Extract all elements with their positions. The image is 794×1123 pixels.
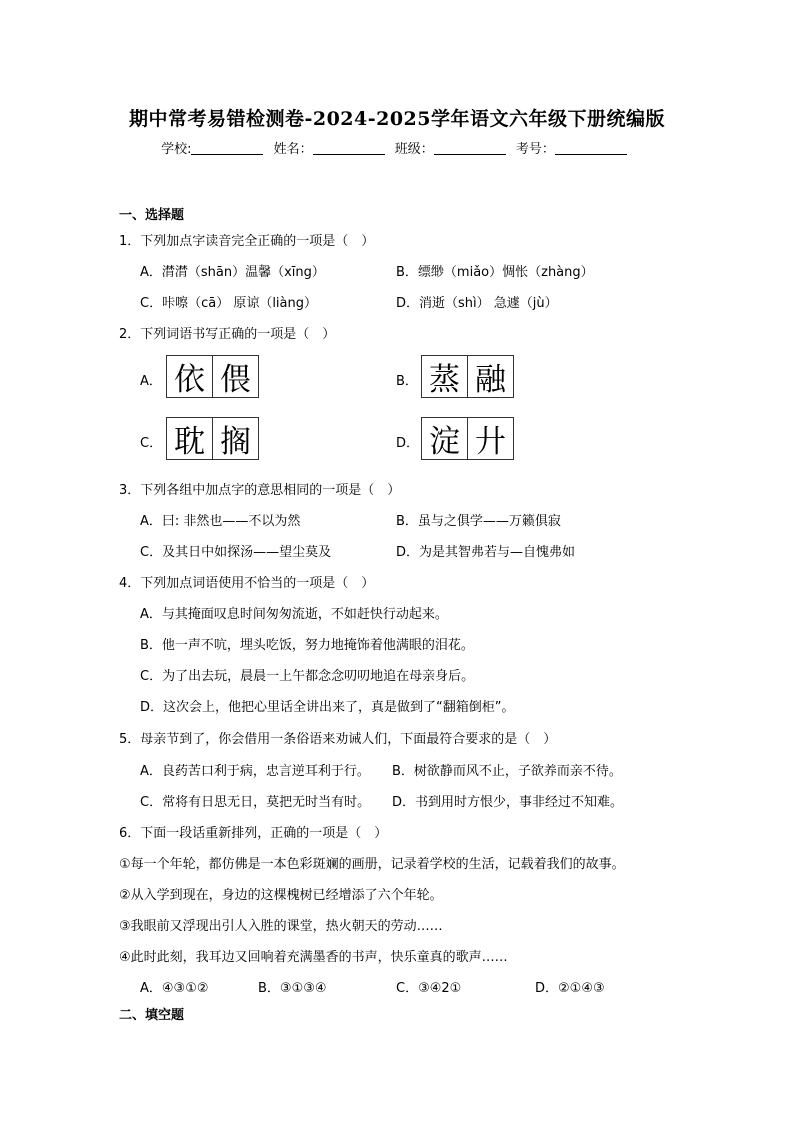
question-6-stem: 6．下面一段话重新排列，正确的一项是（ ）	[119, 826, 388, 841]
q2-d-char-2: 廾	[475, 424, 506, 460]
question-5-stem: 5．母亲节到了，你会借用一条俗语来劝诫人们，下面最符合要求的是（ ）	[119, 732, 557, 747]
q5-option-c: C．常将有日思无日，莫把无时当有时。	[140, 795, 371, 810]
class-blank[interactable]	[434, 142, 506, 155]
student-info-line	[0, 138, 794, 157]
page-title: 期中常考易错检测卷-2024-2025学年语文六年级下册统编版	[128, 108, 666, 130]
q4-option-a: A．与其掩面叹息时间匆匆流逝，不如赶快行动起来。	[140, 607, 448, 622]
q2-option-b-label: B．	[396, 374, 418, 389]
q2-a-char-1: 依	[167, 356, 213, 397]
q2-option-a-label: A．	[140, 374, 162, 389]
name-label: 姓名：	[273, 142, 313, 157]
exam-no-label: 考号：	[515, 142, 555, 157]
q2-b-char-1: 蒸	[422, 356, 468, 397]
q4-option-c: C．为了出去玩，晨晨一上午都念念叨叨地追在母亲身后。	[140, 669, 475, 684]
q3-option-d: D．为是其智弗若与—自愧弗如	[396, 545, 576, 560]
section-title-fill: 二、填空题	[119, 1008, 185, 1023]
school-label: 学校:	[161, 142, 192, 157]
q4-option-d: D．这次会上，他把心里话全讲出来了，真是做到了“翻箱倒柜”。	[140, 700, 515, 715]
question-1-stem: 1．下列加点字读音完全正确的一项是（ ）	[119, 234, 375, 249]
q6-sentence-2: ②从入学到现在，身边的这棵槐树已经增添了六个年轮。	[119, 888, 443, 903]
q2-option-d-label: D．	[396, 436, 420, 451]
q1-option-c: C．咔嚓（cā） 原谅（liàng）	[140, 296, 318, 311]
name-blank[interactable]	[313, 142, 385, 155]
q6-option-d: D．②①④③	[535, 981, 605, 996]
q6-sentence-1: ①每一个年轮，都仿佛是一本色彩斑斓的画册，记录着学校的生活，记载着我们的故事。	[119, 857, 625, 872]
q3-option-a: A．曰: 非然也——不以为然	[140, 514, 301, 529]
q2-c-char-1: 耽	[167, 418, 213, 459]
q1-option-a: A．潸潸（shān）温馨（xīng）	[140, 265, 325, 280]
q5-option-b: B．树欲静而风不止，子欲养而亲不待。	[392, 764, 622, 779]
class-label: 班级：	[394, 142, 434, 157]
q2-c-char-2: 搁	[220, 424, 251, 460]
question-3-stem: 3．下列各组中加点字的意思相同的一项是（ ）	[119, 483, 401, 498]
q2-d-char-1: 淀	[422, 418, 468, 459]
question-2-stem: 2．下列词语书写正确的一项是（ ）	[119, 327, 336, 342]
q2-b-char-2: 融	[475, 362, 506, 398]
exam-no-blank[interactable]	[555, 142, 627, 155]
q2-option-c-boxes	[166, 417, 259, 460]
q2-a-char-2: 偎	[220, 362, 251, 398]
section-title-choice: 一、选择题	[119, 208, 185, 223]
q6-option-a: A．④③①②	[140, 981, 209, 996]
school-blank[interactable]	[191, 142, 263, 155]
q5-option-d: D．书到用时方恨少，事非经过不知难。	[392, 795, 624, 810]
q2-option-a-boxes	[166, 355, 259, 398]
q3-option-c: C．及其日中如探汤——望尘莫及	[140, 545, 332, 560]
q2-option-d-boxes	[421, 417, 514, 460]
q1-option-b: B．缥缈（miǎo）惆怅（zhàng）	[396, 265, 594, 280]
q5-option-a: A．良药苦口利于病，忠言逆耳利于行。	[140, 764, 370, 779]
question-4-stem: 4．下列加点词语使用不恰当的一项是（ ）	[119, 576, 375, 591]
q2-option-b-boxes	[421, 355, 514, 398]
q3-option-b: B．虽与之俱学——万籁俱寂	[396, 514, 561, 529]
q6-sentence-3: ③我眼前又浮现出引人入胜的课堂，热火朝天的劳动……	[119, 919, 443, 934]
q6-option-b: B．③①③④	[258, 981, 327, 996]
q2-option-c-label: C．	[140, 436, 163, 451]
q1-option-d: D．消逝（shì） 急遽（jù）	[396, 296, 558, 311]
q6-sentence-4: ④此时此刻，我耳边又回响着充满墨香的书声，快乐童真的歌声……	[119, 950, 508, 965]
q6-option-c: C．③④2①	[396, 981, 462, 996]
q4-option-b: B．他一声不吭，埋头吃饭，努力地掩饰着他满眼的泪花。	[140, 638, 474, 653]
